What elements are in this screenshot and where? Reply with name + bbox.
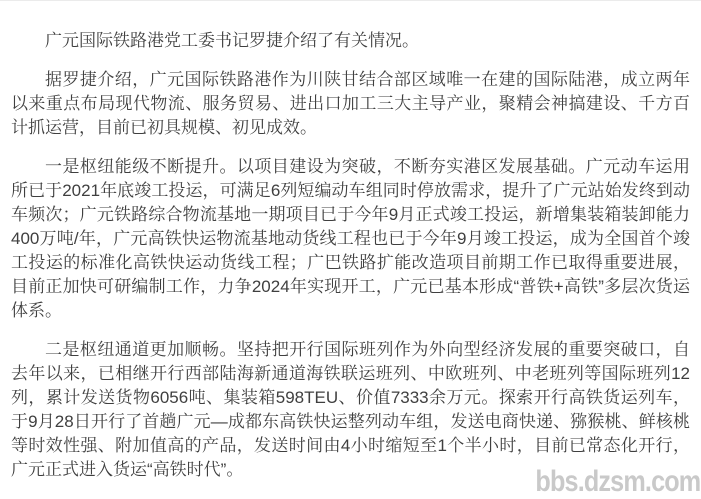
paragraph-intro: 广元国际铁路港党工委书记罗捷介绍了有关情况。 [45, 31, 419, 50]
paragraph-point-two: 二是枢纽通道更加顺畅。坚持把开行国际班列作为外向型经济发展的重要突破口，自去年以来，已相继开行西部陆海新通道海铁联运班列、中欧班列、中老班列等国际班列12列，累计发送货物6056吨、集装箱598TEU、价值7333余万元。探索开行高铁货运列车，于9月28日开行了首趟广元—成都东高铁快运整列动车组，发送电商快递、猕猴桃、鲜核桃等时效性强、附加值高的产品，发送时间由4小时缩短至1个半小时，目前已常态化开行，广元正式进入货运“高铁时代”。 [11, 340, 690, 479]
paragraph-point-one: 一是枢纽能级不断提升。以项目建设为突破，不断夯实港区发展基础。广元动车运用所已于2021年底竣工投运，可满足6列短编动车组同时停放需求，提升了广元站始发终到动车频次；广元铁路综合物流基地一期项目已于今年9月正式竣工投运，新增集装箱装卸能力400万吨/年，广元高铁快运物流基地动货线工程也已于今年9月竣工投运，成为全国首个竣工投运的标准化高铁快运动货线工程；广巴铁路扩能改造项目前期工作已取得重要进展，目前正加快可研编制工作，力争2024年实现开工，广元已基本形成“普铁+高铁”多层次货运体系。 [11, 157, 690, 320]
paragraph-overview: 据罗捷介绍，广元国际铁路港作为川陕甘结合部区域唯一在建的国际陆港，成立两年以来重点布局现代物流、服务贸易、进出口加工三大主导产业，聚精会神搞建设、千方百计抓运营，目前已初具规模、初见成效。 [11, 70, 690, 137]
watermark: bbs.dzsm.com [535, 465, 700, 498]
